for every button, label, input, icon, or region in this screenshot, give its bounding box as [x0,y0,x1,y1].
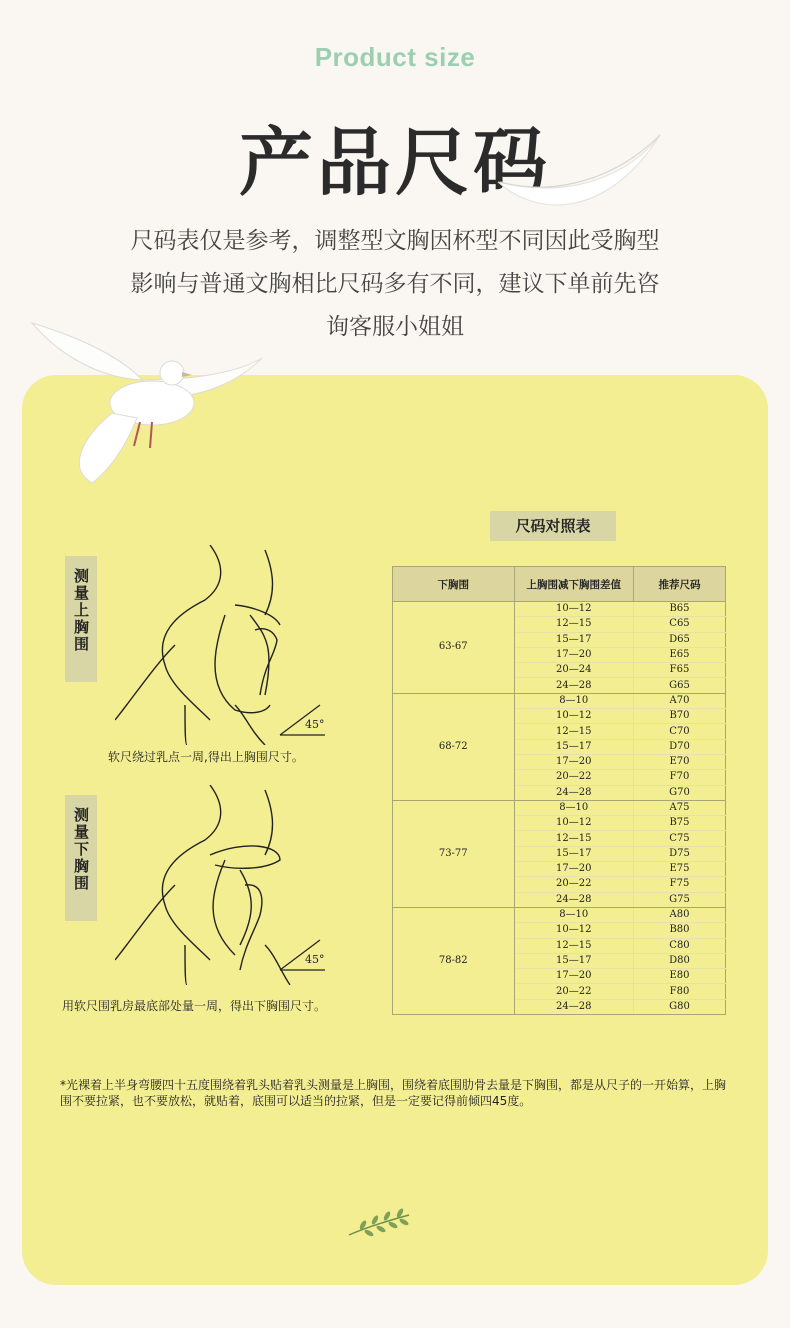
difference-cell: 15—17 [514,739,633,754]
recommended-size-cell: E70 [633,754,725,769]
upper-bust-caption: 软尺绕过乳点一周,得出上胸围尺寸。 [108,750,304,764]
difference-cell: 10—12 [514,709,633,724]
difference-cell: 17—20 [514,969,633,984]
recommended-size-cell: D75 [633,846,725,861]
difference-cell: 12—15 [514,617,633,632]
recommended-size-cell: A75 [633,800,725,815]
recommended-size-cell: D80 [633,953,725,968]
recommended-size-cell: G65 [633,678,725,693]
underbust-range-cell: 73-77 [393,800,515,907]
recommended-size-cell: B75 [633,816,725,831]
difference-cell: 17—20 [514,754,633,769]
lower-bust-label-text: 测量下胸围 [72,807,90,892]
difference-cell: 15—17 [514,953,633,968]
recommended-size-cell: C80 [633,938,725,953]
recommended-size-cell: E65 [633,647,725,662]
difference-cell: 17—20 [514,647,633,662]
recommended-size-cell: G70 [633,785,725,800]
recommended-size-cell: C75 [633,831,725,846]
difference-cell: 17—20 [514,862,633,877]
underbust-range-cell: 78-82 [393,907,515,1014]
difference-cell: 12—15 [514,831,633,846]
leaf-sprig-icon [347,1205,413,1241]
recommended-size-cell: A80 [633,907,725,922]
recommended-size-cell: F75 [633,877,725,892]
table-row [393,800,726,815]
column-header: 上胸围减下胸围差值 [514,567,633,602]
recommended-size-cell: B65 [633,602,725,617]
lower-bust-label [65,795,97,921]
difference-cell: 10—12 [514,602,633,617]
underbust-range-cell: 63-67 [393,602,515,694]
underbust-range-cell: 68-72 [393,693,515,800]
recommended-size-cell: F80 [633,984,725,999]
difference-cell: 15—17 [514,846,633,861]
recommended-size-cell: F65 [633,663,725,678]
difference-cell: 24—28 [514,999,633,1014]
lower-bust-caption: 用软尺围乳房最底部处量一周，得出下胸围尺寸。 [62,999,327,1013]
recommended-size-cell: F70 [633,770,725,785]
recommended-size-cell: D70 [633,739,725,754]
table-header-row [393,567,726,602]
recommended-size-cell: E80 [633,969,725,984]
lower-bust-illustration [115,785,345,985]
difference-cell: 15—17 [514,632,633,647]
difference-cell: 20—22 [514,877,633,892]
recommended-size-cell: D65 [633,632,725,647]
chart-title: 尺码对照表 [490,511,616,541]
difference-cell: 10—12 [514,923,633,938]
table-row [393,693,726,708]
recommended-size-cell: C65 [633,617,725,632]
upper-bust-label [65,556,97,682]
page-title: 产品尺码 [239,120,551,206]
angle-label: 45° [305,718,325,731]
difference-cell: 24—28 [514,892,633,907]
recommended-size-cell: G75 [633,892,725,907]
recommended-size-cell: B70 [633,709,725,724]
table-row [393,907,726,922]
difference-cell: 8—10 [514,907,633,922]
feather-icon [490,120,670,230]
difference-cell: 20—24 [514,663,633,678]
recommended-size-cell: G80 [633,999,725,1014]
size-chart-table [392,566,726,1015]
size-chart-body [393,602,726,1015]
difference-cell: 12—15 [514,938,633,953]
intro-line: 尺码表仅是参考，调整型文胸因杯型不同因此受胸型 [130,228,660,254]
recommended-size-cell: B80 [633,923,725,938]
table-row [393,602,726,617]
difference-cell: 8—10 [514,693,633,708]
difference-cell: 24—28 [514,678,633,693]
dove-icon [22,318,272,488]
intro-line: 影响与普通文胸相比尺码多有不同，建议下单前先咨 [130,271,660,297]
column-header: 推荐尺码 [633,567,725,602]
column-header: 下胸围 [393,567,515,602]
difference-cell: 20—22 [514,984,633,999]
angle-label: 45° [305,953,325,966]
difference-cell: 20—22 [514,770,633,785]
upper-bust-label-text: 测量上胸围 [72,568,90,653]
difference-cell: 12—15 [514,724,633,739]
upper-bust-illustration [115,545,345,745]
intro-line: 询客服小姐姐 [326,314,464,340]
recommended-size-cell: C70 [633,724,725,739]
recommended-size-cell: A70 [633,693,725,708]
recommended-size-cell: E75 [633,862,725,877]
measurement-note: *光裸着上半身弯腰四十五度围绕着乳头贴着乳头测量是上胸围，围绕着底围肋骨去量是下胸围，都是从尺子的一开始算，上胸围不要拉紧，也不要放松，就贴着，底围可以适当的拉紧，但是一定要记得前倾四45度。 [60,1078,727,1108]
difference-cell: 24—28 [514,785,633,800]
subtitle-en: Product size [314,42,476,72]
difference-cell: 8—10 [514,800,633,815]
difference-cell: 10—12 [514,816,633,831]
